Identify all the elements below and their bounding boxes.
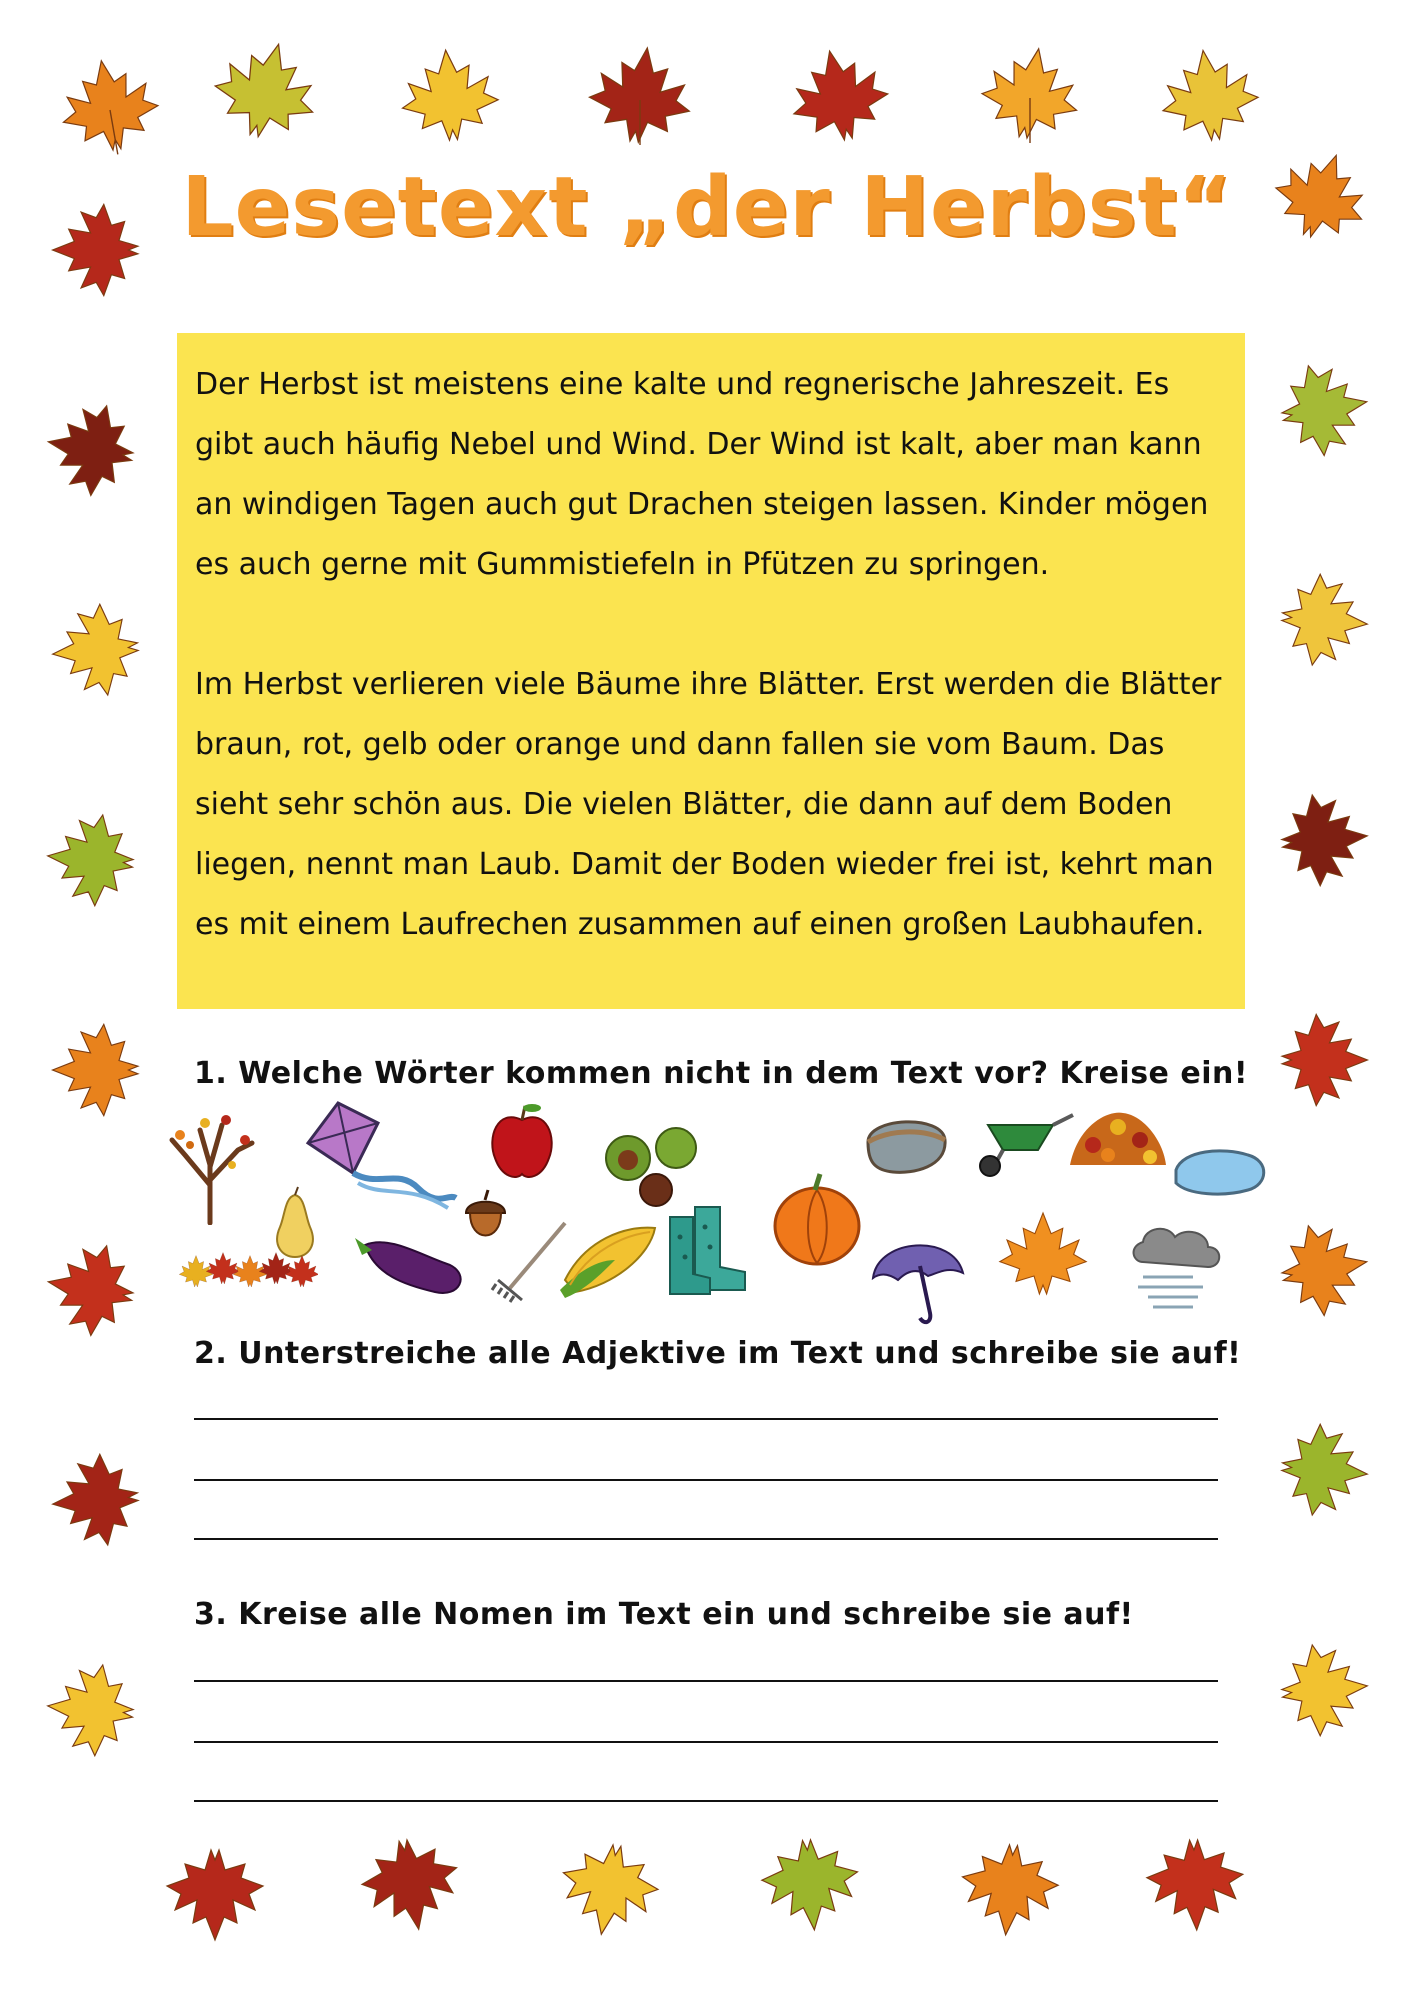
apple-icon: [487, 1098, 557, 1183]
eggplant-icon: [350, 1230, 470, 1300]
storm-cloud-icon: [1123, 1222, 1228, 1322]
answer-line[interactable]: [194, 1800, 1218, 1802]
stone-icon: [863, 1112, 948, 1177]
reading-text-box: [177, 333, 1245, 1009]
rain-boots-icon: [665, 1202, 750, 1297]
umbrella-icon: [868, 1228, 968, 1328]
answer-line[interactable]: [194, 1479, 1218, 1481]
wheelbarrow-icon: [968, 1110, 1078, 1180]
leaf-pile-icon: [1068, 1105, 1168, 1170]
chestnut-icon: [598, 1118, 708, 1213]
pumpkin-icon: [770, 1168, 865, 1268]
task-3-heading: 3. Kreise alle Nomen im Text ein und schreibe sie auf!: [194, 1597, 1134, 1632]
corn-icon: [555, 1220, 665, 1300]
task-2-heading: 2. Unterstreiche alle Adjektive im Text und schreibe sie auf!: [194, 1336, 1242, 1371]
answer-line[interactable]: [194, 1418, 1218, 1420]
answer-line[interactable]: [194, 1538, 1218, 1540]
maple-leaf-icon: [993, 1208, 1093, 1308]
task-1-heading: 1. Welche Wörter kommen nicht in dem Text vor? Kreise ein!: [194, 1056, 1249, 1091]
puddle-icon: [1168, 1145, 1273, 1200]
autumn-tree-icon: [160, 1105, 260, 1225]
page-title: Lesetext „der Herbst“: [181, 160, 1233, 255]
leaf-garland-icon: [178, 1248, 318, 1293]
reading-paragraph-2: Im Herbst verlieren viele Bäume ihre Blätter. Erst werden die Blätter braun, rot, gelb oder orange und dann fallen sie vom Baum. Das sieht sehr schön aus. Die vielen Blätter, die dann auf dem Boden liegen, nennt man Laub. Damit der Boden wieder frei ist, kehrt man es mit einem Laufrechen zusammen auf einen großen Laubhaufen.: [195, 667, 1222, 942]
reading-paragraph-1: Der Herbst ist meistens eine kalte und regnerische Jahreszeit. Es gibt auch häufig Nebel und Wind. Der Wind ist kalt, aber man kann an windigen Tagen auch gut Drachen steigen lassen. Kinder mögen es auch gerne mit Gummistiefeln in Pfützen zu springen.: [195, 367, 1209, 582]
answer-line[interactable]: [194, 1680, 1218, 1682]
answer-line[interactable]: [194, 1741, 1218, 1743]
kite-icon: [298, 1098, 458, 1213]
